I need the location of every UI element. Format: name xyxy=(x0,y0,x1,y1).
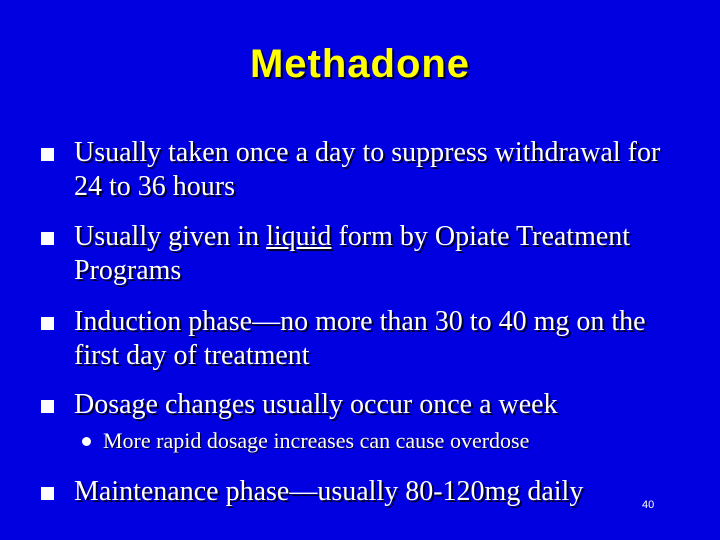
round-bullet-icon xyxy=(82,437,91,446)
bullet-text-1: Usually taken once a day to suppress withdrawal for 24 to 36 hours xyxy=(74,137,661,202)
bullet-text-2-before: Usually given in xyxy=(74,221,267,252)
square-bullet-icon xyxy=(41,487,54,500)
square-bullet-icon xyxy=(41,317,54,330)
bullet-text-2-after: form by Opiate Treatment Programs xyxy=(74,221,631,286)
sub-bullet-text-1: More rapid dosage increases can cause overdose xyxy=(103,428,530,453)
square-bullet-icon xyxy=(41,232,54,245)
square-bullet-icon xyxy=(41,148,54,161)
bullet-text-2-emphasis: liquid xyxy=(266,221,332,252)
bullet-text-4: Dosage changes usually occur once a week xyxy=(74,389,558,420)
square-bullet-icon xyxy=(41,400,54,413)
page-number: 40 xyxy=(642,499,655,511)
bullet-text-3: Induction phase—no more than 30 to 40 mg on the first day of treatment xyxy=(74,306,646,371)
bullet-text-2 xyxy=(74,220,694,288)
bullet-text-5: Maintenance phase—usually 80-120mg daily xyxy=(74,476,584,507)
slide-title: Methadone xyxy=(249,42,471,86)
